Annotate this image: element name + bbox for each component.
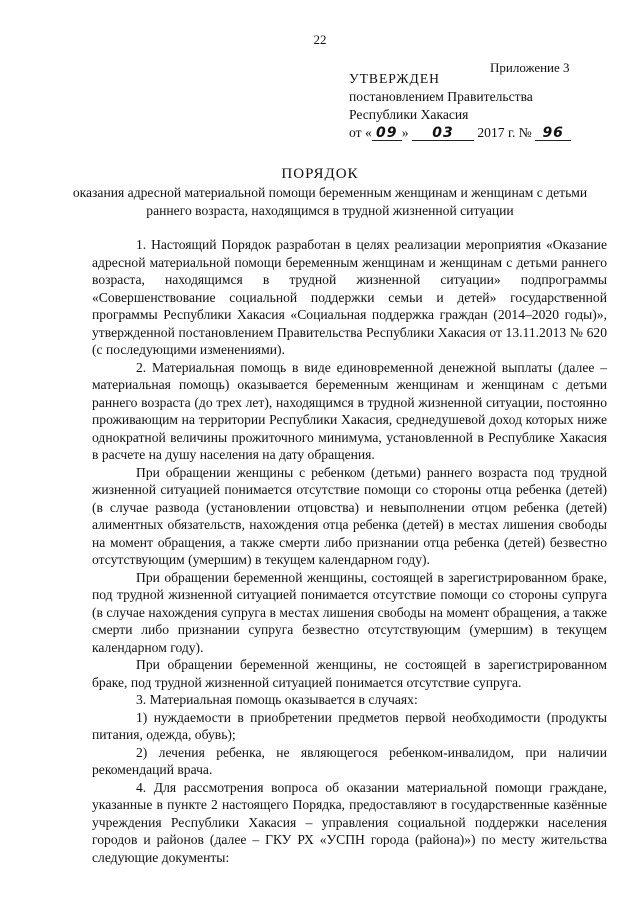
paragraph: 1. Настоящий Порядок разработан в целях реализации мероприятия «Оказание адресной материальной помощи беременным женщинам и женщинам с детьми раннего возраста, находящимся в трудной жизненной ситуации» подпрограммы «Совершенствование социальной поддержки семьи и детей» государственной программы Республики Хакасия «Социальная поддержка граждан (2014–2020 годы)», утвержденной постановлением Правительства Республики Хакасия от 13.11.2013 № 620 (с последующими изменениями). <box>92 237 607 357</box>
number-field <box>535 126 571 141</box>
paragraph: При обращении беременной женщины, состоящей в зарегистрированном браке, под трудной жизненной ситуацией понимается отсутствие помощи со стороны супруга (в случае нахождения супруга в местах лишения свободы на момент обращения, а также смерти либо признании супруга безвестно отсутствующим (умершим) в текущем календарном году). <box>92 569 607 655</box>
day-field <box>372 126 402 141</box>
approval-status: УТВЕРЖДЕН <box>349 71 440 86</box>
paragraph: 3. Материальная помощь оказывается в случаях: <box>136 692 418 707</box>
date-prefix: от « <box>349 125 372 140</box>
approval-line-1: постановлением Правительства <box>349 89 533 104</box>
approval-date-line <box>349 124 571 142</box>
paragraph: 2. Материальная помощь в виде единовременной денежной выплаты (далее – материальная помощь) оказывается беременным женщинам и женщинам с детьми раннего возраста (до трех лет), находящимся в трудной жизненной ситуации, постоянно проживающим на территории Республики Хакасия, среднедушевой доход которых ниже однократной величины прожиточного минимума, установленной в Республике Хакасия в расчете на душу населения на дату обращения. <box>92 359 607 462</box>
month-value: 03 <box>432 125 454 141</box>
paragraph: 1) нуждаемости в приобретении предметов первой необходимости (продукты питания, одежда, обувь); <box>92 709 607 742</box>
paragraph: 4. Для рассмотрения вопроса об оказании материальной помощи граждане, указанные в пункте 2 настоящего Порядка, предоставляют в государственные казённые учреждения Республики Хакасия – управления социальной поддержки населения городов и районов (далее – ГКУ РХ «УСПН города (района)») по месту жительства следующие документы: <box>92 779 607 865</box>
approval-line-2: Республики Хакасия <box>349 107 469 122</box>
number-value: 96 <box>542 125 564 141</box>
page-number: 22 <box>313 32 327 47</box>
month-field <box>412 126 474 141</box>
day-value: 09 <box>376 125 398 141</box>
paragraph: При обращении беременной женщины, не состоящей в зарегистрированном браке, под трудной жизненной ситуацией понимается отсутствие супруга. <box>92 657 607 690</box>
document-title: ПОРЯДОК <box>281 166 359 182</box>
paragraph: При обращении женщины с ребенком (детьми) раннего возраста под трудной жизненной ситуацией понимается отсутствие помощи со стороны отца ребенка (детей) (в случае развода (установлении отцовства) и невыполнении отцом ребенка (детей) алиментных обязательств, нахождения отца ребенка (детей) в местах лишения свободы на момент обращения, а также смерти либо признании отца ребенка (детей) безвестно отсутствующим (умершим) в текущем календарном году). <box>92 464 607 567</box>
paragraph: 2) лечения ребенка, не являющегося ребенком-инвалидом, при наличии рекомендаций врача. <box>92 744 607 777</box>
appendix-label: Приложение 3 <box>490 60 570 75</box>
approval-block <box>349 70 571 142</box>
date-mid: » <box>401 125 409 140</box>
year-text: 2017 г. № <box>477 125 532 140</box>
document-body <box>92 236 607 866</box>
document-subtitle: оказания адресной материальной помощи беременным женщинам и женщинам с детьми раннего возраста, находящимся в трудной жизненной ситуации <box>72 185 588 218</box>
